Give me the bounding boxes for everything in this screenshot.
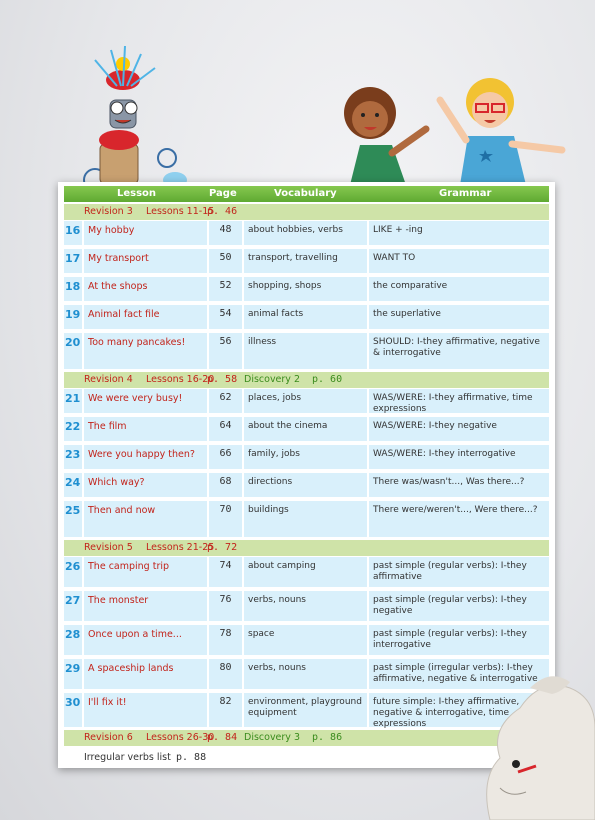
revision-lessons: Lessons 26-30 <box>146 732 215 743</box>
lesson-page: 62 <box>209 389 242 413</box>
table-header <box>64 186 549 202</box>
table-row[interactable] <box>64 624 549 656</box>
lesson-page: 74 <box>209 557 242 587</box>
revision-lessons: Lessons 21-25 <box>146 542 215 553</box>
lesson-title: Animal fact file <box>84 305 207 329</box>
lesson-title: At the shops <box>84 277 207 301</box>
lesson-page: 82 <box>209 693 242 727</box>
lesson-vocabulary: buildings <box>244 501 367 537</box>
lesson-title: Which way? <box>84 473 207 497</box>
lesson-vocabulary: animal facts <box>244 305 367 329</box>
lesson-grammar: the comparative <box>369 277 549 301</box>
header-vocabulary: Vocabulary <box>274 188 337 199</box>
lesson-page: 78 <box>209 625 242 655</box>
lesson-number: 27 <box>64 591 82 621</box>
lesson-vocabulary: family, jobs <box>244 445 367 469</box>
lesson-number: 30 <box>64 693 82 727</box>
lesson-grammar: past simple (regular verbs): I-they affirmative <box>369 557 549 587</box>
lesson-grammar: SHOULD: I-they affirmative, negative & interrogative <box>369 333 549 369</box>
table-row[interactable] <box>64 388 549 414</box>
footer-label: Irregular verbs list <box>84 752 171 763</box>
table-row[interactable] <box>64 500 549 538</box>
lesson-grammar: LIKE + -ing <box>369 221 549 245</box>
lesson-title: Were you happy then? <box>84 445 207 469</box>
lesson-title: My transport <box>84 249 207 273</box>
discovery-page: p. 60 <box>312 374 343 385</box>
lesson-vocabulary: environment, playground equipment <box>244 693 367 727</box>
discovery-label: Discovery 3 <box>244 732 300 743</box>
revision-lessons: Lessons 16-20 <box>146 374 215 385</box>
lesson-grammar: past simple (irregular verbs): I-they affirmative, negative & interrogative <box>369 659 549 689</box>
lesson-vocabulary: shopping, shops <box>244 277 367 301</box>
lesson-number: 17 <box>64 249 82 273</box>
header-page: Page <box>209 188 237 199</box>
revision-page: p. 84 <box>207 732 238 743</box>
lesson-page: 68 <box>209 473 242 497</box>
table-row[interactable] <box>64 304 549 330</box>
lesson-title: I'll fix it! <box>84 693 207 727</box>
revision-page: p. 58 <box>207 374 238 385</box>
lesson-page: 54 <box>209 305 242 329</box>
lesson-grammar: WAS/WERE: I-they interrogative <box>369 445 549 469</box>
lesson-grammar: WANT TO <box>369 249 549 273</box>
header-grammar: Grammar <box>439 188 492 199</box>
table-row[interactable] <box>64 276 549 302</box>
revision-label: Revision 3 <box>84 206 133 217</box>
lesson-page: 50 <box>209 249 242 273</box>
lesson-page: 80 <box>209 659 242 689</box>
lesson-grammar: past simple (regular verbs): I-they interrogative <box>369 625 549 655</box>
table-row[interactable] <box>64 416 549 442</box>
lesson-page: 56 <box>209 333 242 369</box>
table-row[interactable] <box>64 590 549 622</box>
table-row[interactable] <box>64 332 549 370</box>
table-row[interactable] <box>64 248 549 274</box>
robot-illustration <box>55 40 215 200</box>
lesson-number: 26 <box>64 557 82 587</box>
revision-page: p. 46 <box>207 206 238 217</box>
table-row[interactable] <box>64 220 549 246</box>
dog-illustration <box>470 668 595 820</box>
lesson-number: 16 <box>64 221 82 245</box>
lesson-title: A spaceship lands <box>84 659 207 689</box>
footer-page: p. 88 <box>176 752 207 763</box>
lesson-number: 23 <box>64 445 82 469</box>
lesson-title: The camping trip <box>84 557 207 587</box>
revision-label: Revision 6 <box>84 732 133 743</box>
lesson-title: Too many pancakes! <box>84 333 207 369</box>
header-lesson: Lesson <box>117 188 157 199</box>
lesson-page: 66 <box>209 445 242 469</box>
revision-band[interactable] <box>64 540 549 556</box>
lesson-vocabulary: directions <box>244 473 367 497</box>
table-row[interactable] <box>64 556 549 588</box>
lesson-title: Once upon a time... <box>84 625 207 655</box>
lesson-vocabulary: about the cinema <box>244 417 367 441</box>
lesson-grammar: There were/weren't..., Were there...? <box>369 501 549 537</box>
lesson-grammar: the superlative <box>369 305 549 329</box>
lesson-grammar: There was/wasn't..., Was there...? <box>369 473 549 497</box>
revision-label: Revision 5 <box>84 542 133 553</box>
revision-page: p. 72 <box>207 542 238 553</box>
lesson-number: 29 <box>64 659 82 689</box>
lesson-vocabulary: places, jobs <box>244 389 367 413</box>
revision-band[interactable] <box>64 372 549 388</box>
lesson-page: 64 <box>209 417 242 441</box>
lesson-grammar: past simple (regular verbs): I-they negative <box>369 591 549 621</box>
discovery-page: p. 86 <box>312 732 343 743</box>
lesson-page: 70 <box>209 501 242 537</box>
lesson-title: We were very busy! <box>84 389 207 413</box>
boy-illustration <box>430 70 570 185</box>
lesson-number: 19 <box>64 305 82 329</box>
lesson-grammar: WAS/WERE: I-they negative <box>369 417 549 441</box>
lesson-title: My hobby <box>84 221 207 245</box>
lesson-title: The film <box>84 417 207 441</box>
lesson-number: 20 <box>64 333 82 369</box>
lesson-page: 76 <box>209 591 242 621</box>
lesson-vocabulary: verbs, nouns <box>244 591 367 621</box>
revision-lessons: Lessons 11-15 <box>146 206 215 217</box>
lesson-vocabulary: illness <box>244 333 367 369</box>
discovery-label: Discovery 2 <box>244 374 300 385</box>
lesson-page: 52 <box>209 277 242 301</box>
lesson-number: 18 <box>64 277 82 301</box>
revision-band[interactable] <box>64 204 549 220</box>
lesson-number: 25 <box>64 501 82 537</box>
lesson-number: 28 <box>64 625 82 655</box>
lesson-vocabulary: about hobbies, verbs <box>244 221 367 245</box>
lesson-number: 21 <box>64 389 82 413</box>
lesson-vocabulary: space <box>244 625 367 655</box>
lesson-number: 22 <box>64 417 82 441</box>
lesson-grammar: WAS/WERE: I-they affirmative, time expressions <box>369 389 549 413</box>
lesson-title: The monster <box>84 591 207 621</box>
lesson-grammar: future simple: I-they affirmative, negative & interrogative, time expressions <box>369 693 549 727</box>
lesson-number: 24 <box>64 473 82 497</box>
lesson-vocabulary: transport, travelling <box>244 249 367 273</box>
revision-label: Revision 4 <box>84 374 133 385</box>
lesson-page: 48 <box>209 221 242 245</box>
table-row[interactable] <box>64 444 549 470</box>
table-row[interactable] <box>64 472 549 498</box>
lesson-title: Then and now <box>84 501 207 537</box>
lesson-vocabulary: verbs, nouns <box>244 659 367 689</box>
lesson-vocabulary: about camping <box>244 557 367 587</box>
